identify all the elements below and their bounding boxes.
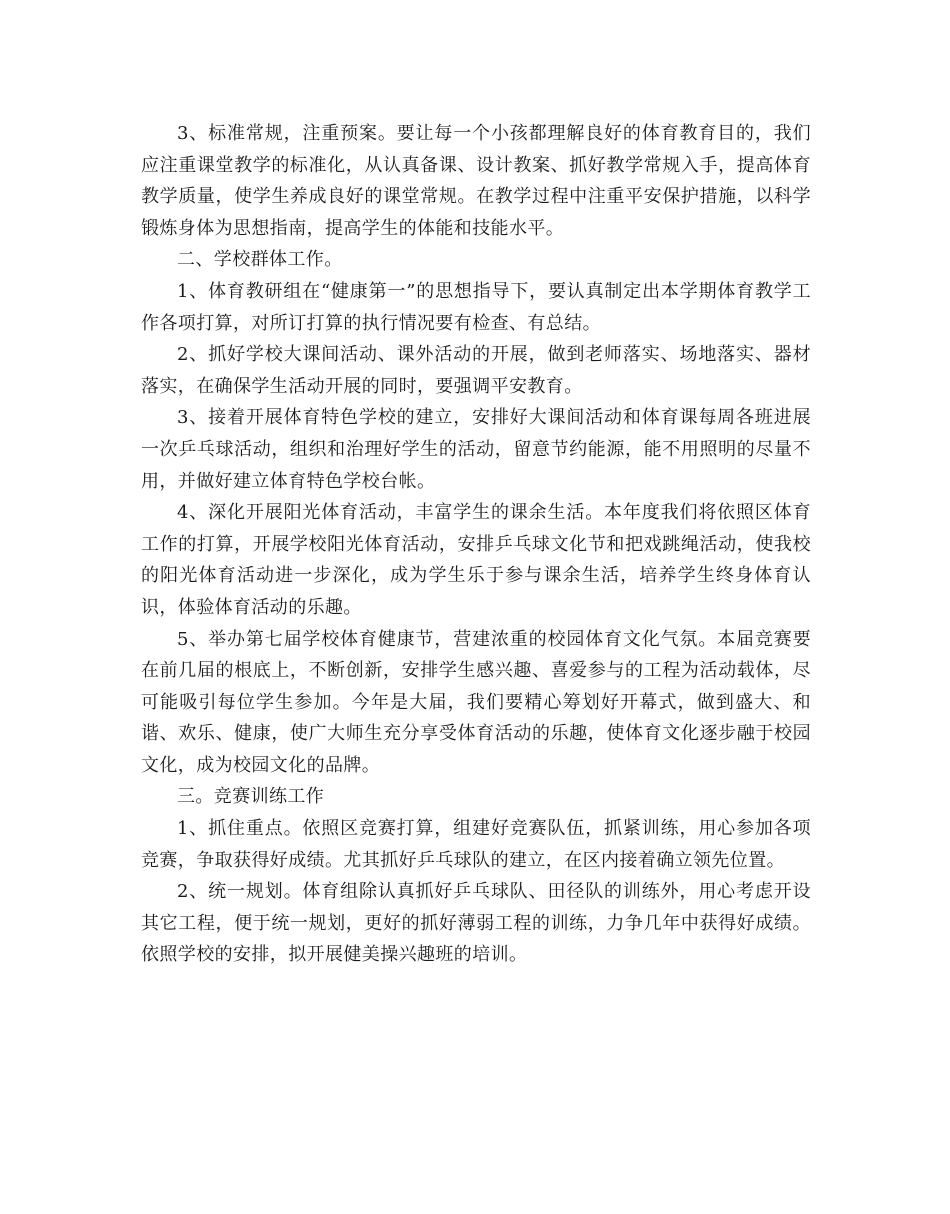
paragraph-4: 2、抓好学校大课间活动、课外活动的开展，做到老师落实、场地落实、器材落实，在确保学生活动开展的同时，要强调平安教育。 [141,344,811,397]
paragraph-6: 4、深化开展阳光体育活动，丰富学生的课余生活。本年度我们将依照区体育工作的打算，开展学校阳光体育活动，安排乒乓球文化节和把戏跳绳活动，使我校的阳光体育活动进一步深化，成为学生乐于参与课余生活，培养学生终身体育认识，体验体育活动的乐趣。 [141,502,811,618]
paragraph-10: 2、统一规划。体育组除认真抓好乒乓球队、田径队的训练外，用心考虑开设其它工程，便于统一规划，更好的抓好薄弱工程的训练，力争几年中获得好成绩。依照学校的安排，拟开展健美操兴趣班的培训。 [141,881,811,966]
paragraph-7: 5、举办第七届学校体育健康节，营建浓重的校园体育文化气氛。本届竞赛要在前几届的根底上，不断创新，安排学生感兴趣、喜爱参与的工程为活动载体，尽可能吸引每位学生参加。今年是大届，我们要精心筹划好开幕式，做到盛大、和谐、欢乐、健康，使广大师生充分享受体育活动的乐趣，使体育文化逐步融于校园文化，成为校园文化的品牌。 [141,628,811,776]
section-heading-2: 二、学校群体工作。 [177,249,343,271]
paragraph-3: 1、体育教研组在“健康第一”的思想指导下，要认真制定出本学期体育教学工作各项打算，对所订打算的执行情况要有检查、有总结。 [141,280,811,334]
document-body [141,118,811,971]
paragraph-9: 1、抓住重点。依照区竞赛打算，组建好竞赛队伍，抓紧训练，用心参加各项竞赛，争取获得好成绩。尤其抓好乒乓球队的建立，在区内接着确立领先位置。 [141,818,811,871]
section-heading-3: 三。竞赛训练工作 [177,786,325,808]
paragraph-1: 3、标准常规，注重预案。要让每一个小孩都理解良好的体育教育目的，我们应注重课堂教学的标准化，从认真备课、设计教案、抓好教学常规入手，提高体育教学质量，使学生养成良好的课堂常规。在教学过程中注重平安保护措施，以科学锻炼身体为思想指南，提高学生的体能和技能水平。 [141,123,811,239]
paragraph-5: 3、接着开展体育特色学校的建立，安排好大课间活动和体育课每周各班进展一次乒乓球活动，组织和治理好学生的活动，留意节约能源，能不用照明的尽量不用，并做好建立体育特色学校台帐。 [141,407,811,492]
